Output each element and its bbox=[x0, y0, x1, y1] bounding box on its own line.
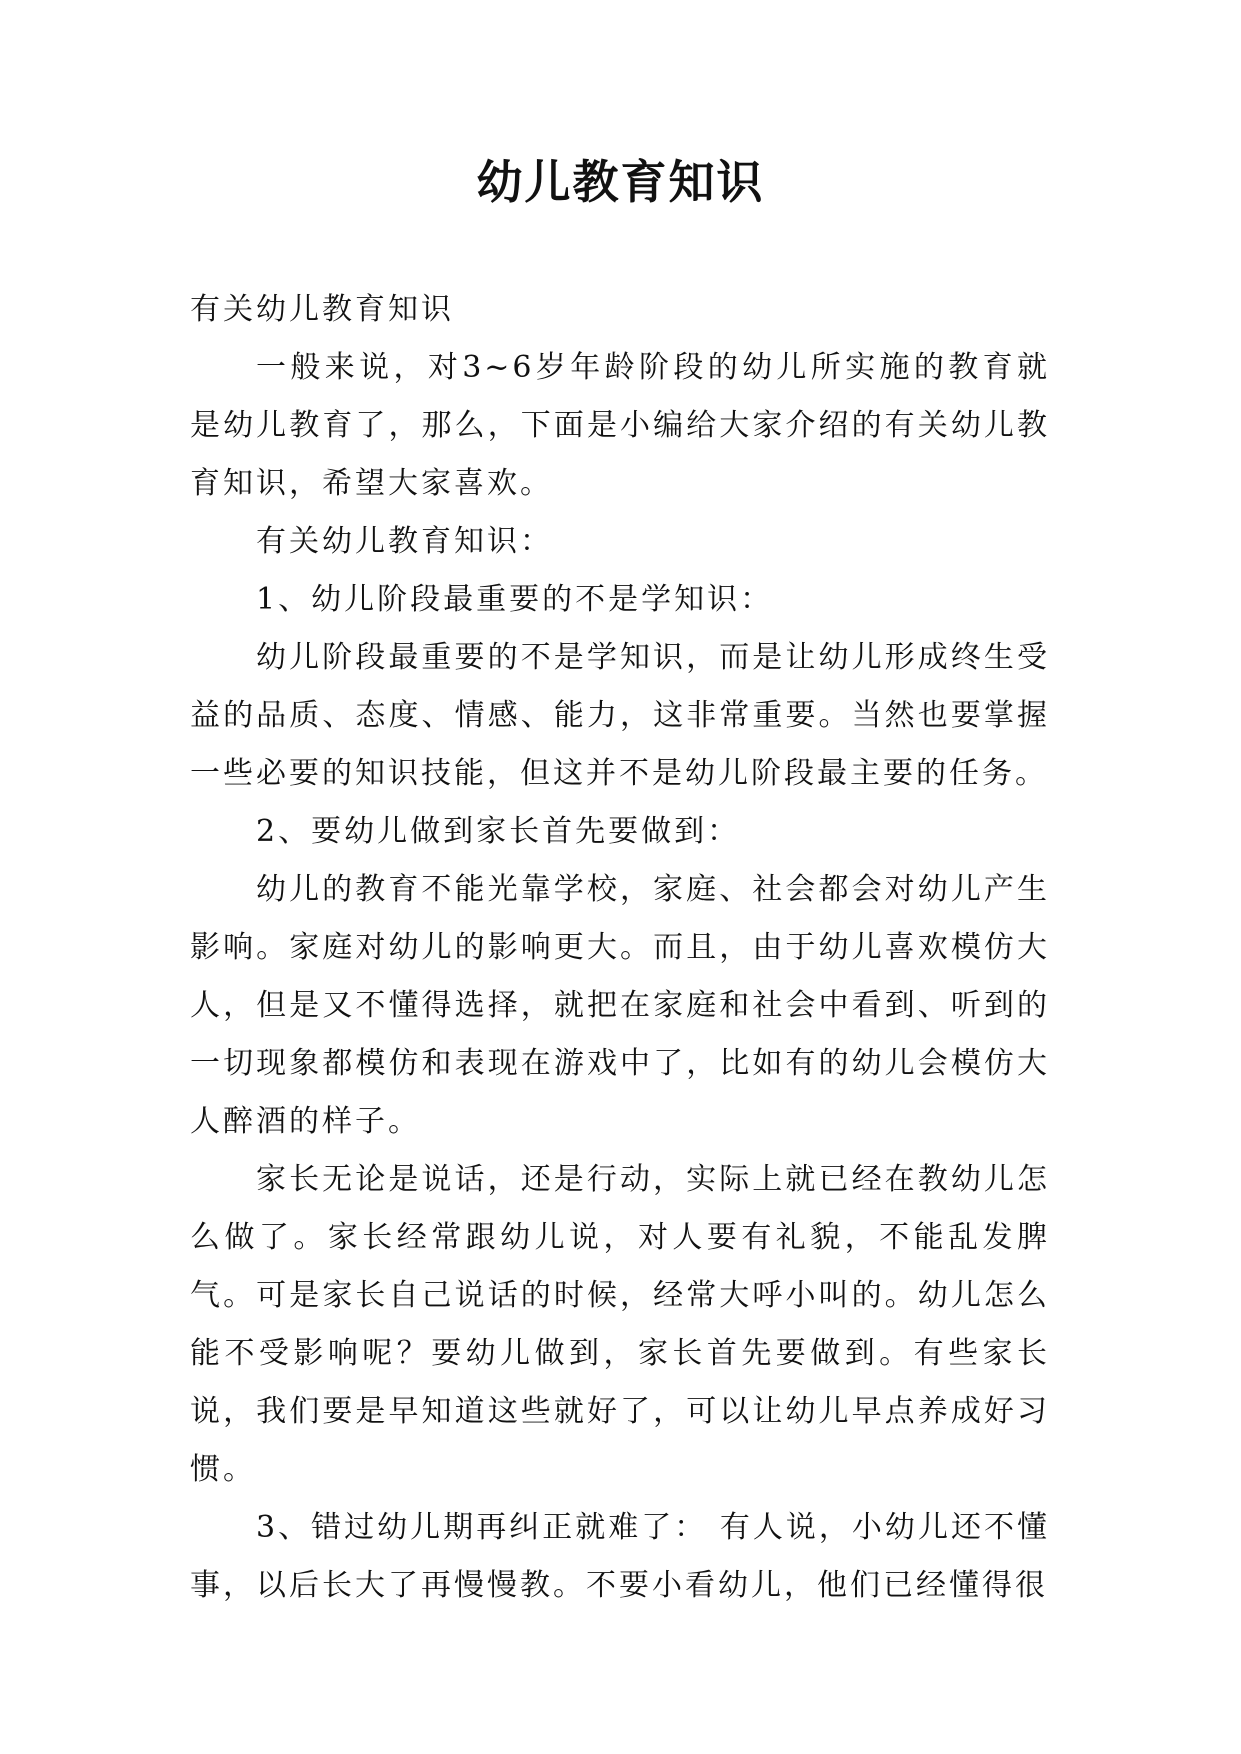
document-body bbox=[190, 281, 1050, 1615]
paragraph-point-2-heading: 2、要幼儿做到家长首先要做到： bbox=[256, 814, 741, 849]
paragraph-section-heading: 有关幼儿教育知识： bbox=[256, 524, 553, 559]
paragraph-point-1-body: 幼儿阶段最重要的不是学知识，而是让幼儿形成终生受益的品质、态度、情感、能力，这非常重要。当然也要掌握一些必要的知识技能，但这并不是幼儿阶段最主要的任务。 bbox=[190, 640, 1050, 791]
paragraph-point-2-body-continued: 家长无论是说话，还是行动，实际上就已经在教幼儿怎么做了。家长经常跟幼儿说，对人要有礼貌，不能乱发脾气。可是家长自己说话的时候，经常大呼小叫的。幼儿怎么能不受影响呢？要幼儿做到，家长首先要做到。有些家长说，我们要是早知道这些就好了，可以让幼儿早点养成好习惯。 bbox=[190, 1162, 1050, 1487]
paragraph-intro: 一般来说，对3~6岁年龄阶段的幼儿所实施的教育就是幼儿教育了，那么，下面是小编给大家介绍的有关幼儿教育知识，希望大家喜欢。 bbox=[190, 350, 1050, 501]
paragraph-point-3: 3、错过幼儿期再纠正就难了： 有人说，小幼儿还不懂事，以后长大了再慢慢教。不要小看幼儿，他们已经懂得很 bbox=[190, 1510, 1050, 1603]
paragraph-point-2-body: 幼儿的教育不能光靠学校，家庭、社会都会对幼儿产生影响。家庭对幼儿的影响更大。而且，由于幼儿喜欢模仿大人，但是又不懂得选择，就把在家庭和社会中看到、听到的一切现象都模仿和表现在游戏中了，比如有的幼儿会模仿大人醉酒的样子。 bbox=[190, 872, 1050, 1139]
paragraph-subtitle: 有关幼儿教育知识 bbox=[190, 292, 454, 327]
document-title: 幼儿教育知识 bbox=[476, 155, 765, 209]
paragraph-point-1-heading: 1、幼儿阶段最重要的不是学知识： bbox=[256, 582, 774, 617]
